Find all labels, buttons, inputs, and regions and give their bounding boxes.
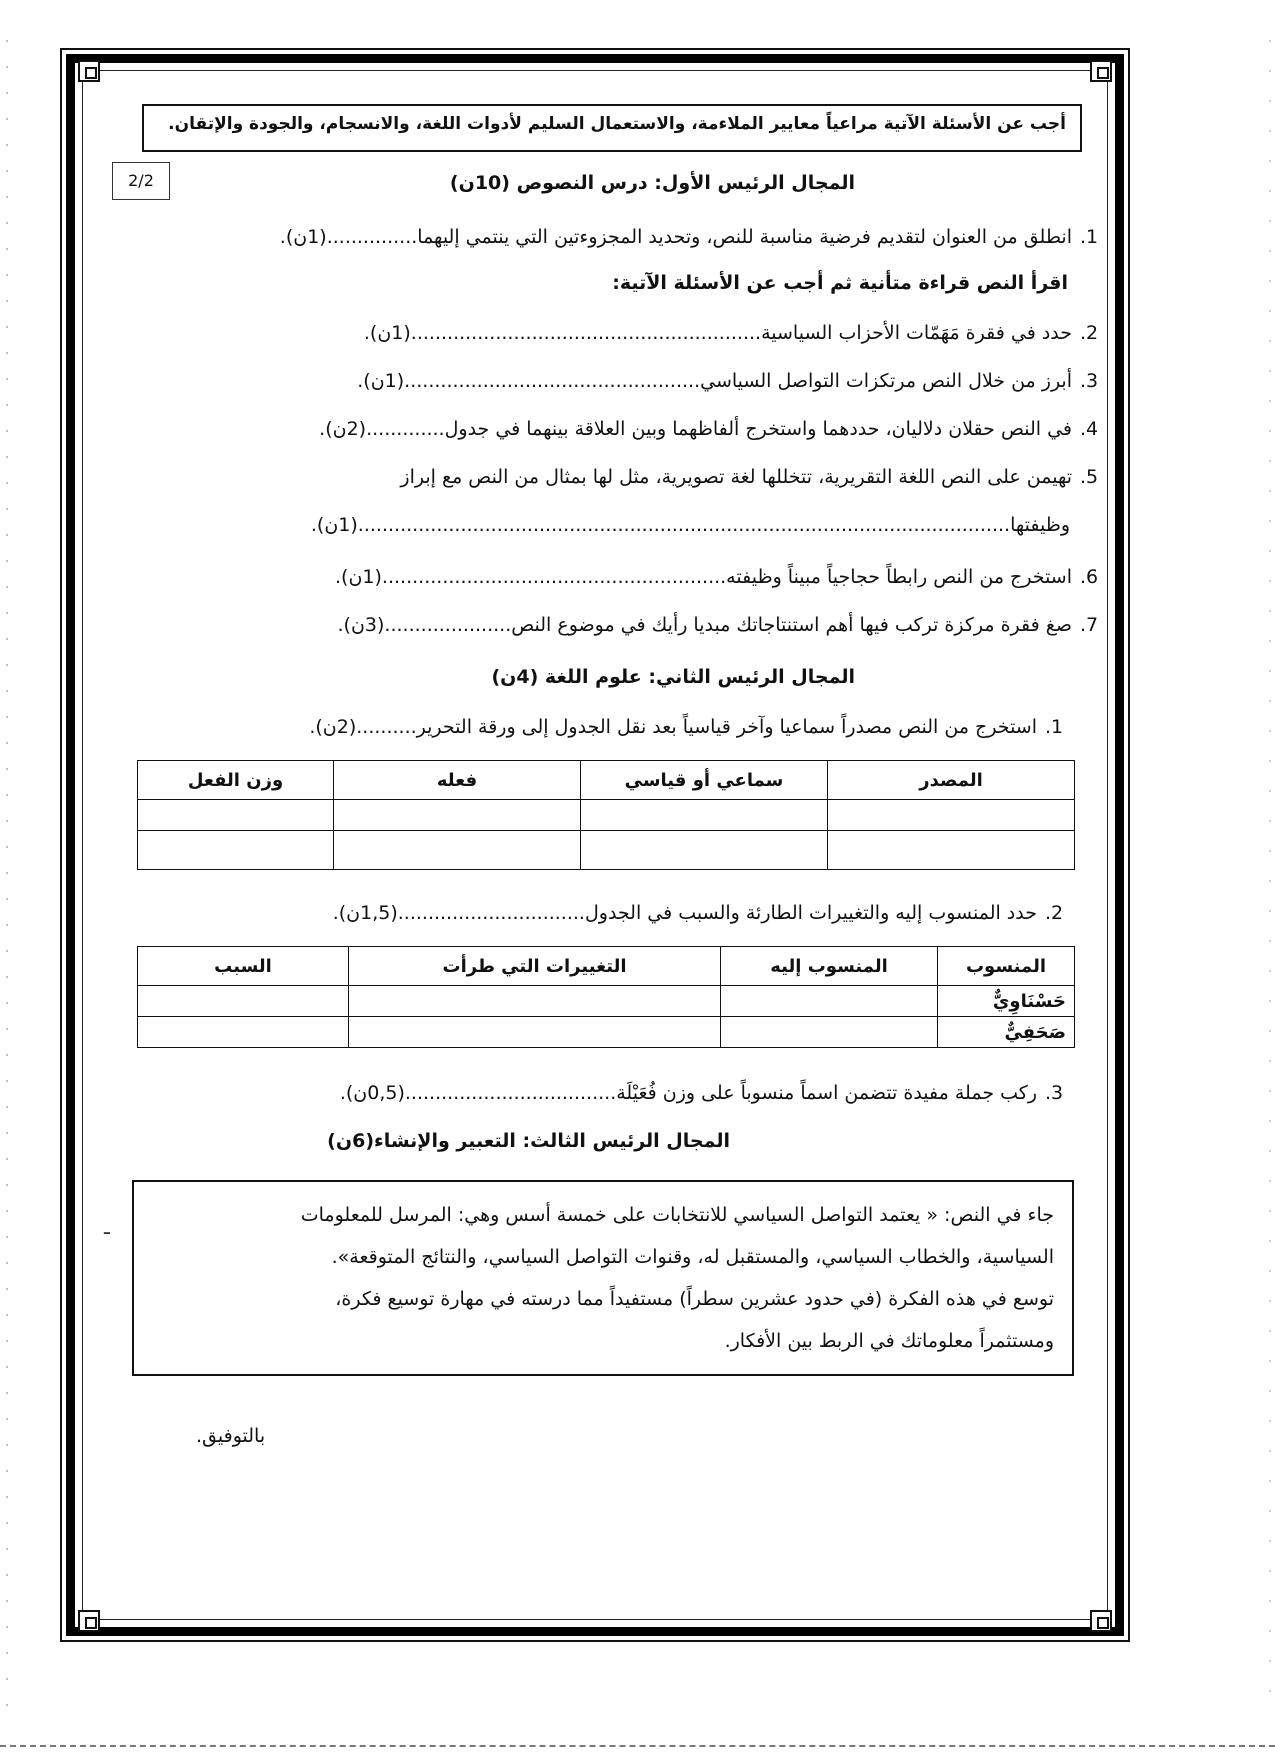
table-header-row: [138, 947, 1075, 986]
question-1-7: [338, 614, 1111, 636]
table-row: [138, 986, 1075, 1017]
frame-corner-ornament: [78, 1610, 100, 1632]
margin-mark: ـ: [104, 1215, 110, 1239]
table-cell: صَحَفِيٌّ: [938, 1017, 1075, 1048]
question-2-1: [309, 716, 1075, 738]
quote-line: السياسية، والخطاب السياسي، والمستقبل له، وقنوات التواصل السياسي، والنتائج المتوقعة».: [331, 1246, 1054, 1268]
question-text: استخرج من النص مصدراً سماعيا وآخر قياسياً بعد نقل الجدول إلى ورقة التحرير..........(2ن).: [309, 716, 1037, 738]
essay-prompt-box: [132, 1180, 1074, 1376]
table-cell: [721, 1017, 938, 1048]
table-header: المصدر: [828, 761, 1075, 800]
instructions-text: أجب عن الأسئلة الآتية مراعياً معايير الملاءمة، والاستعمال السليم لأدوات اللغة، والانسجام، والجودة والإتقان.: [168, 114, 1066, 134]
frame-corner-ornament: [78, 60, 100, 82]
question-number: 7.: [1080, 614, 1099, 636]
question-1-5: [400, 466, 1110, 488]
question-text: حدد المنسوب إليه والتغييرات الطارئة والسبب في الجدول...............................(1,5ن).: [332, 902, 1037, 924]
table-cell: [721, 986, 938, 1017]
question-text: استخرج من النص رابطاً حجاجياً مبيناً وظيفته.........................................................(1ن).: [335, 566, 1072, 588]
question-1-2: [364, 322, 1110, 344]
question-2-2: [333, 902, 1075, 924]
section3-title: المجال الرئيس الثالث: التعبير والإنشاء(6ن): [327, 1130, 730, 1152]
table-row: [138, 1017, 1075, 1048]
table-cell: [138, 800, 334, 831]
question-number: 3.: [1080, 370, 1099, 392]
table-header: سماعي أو قياسي: [581, 761, 828, 800]
table-row: [138, 800, 1075, 831]
question-text: تهيمن على النص اللغة التقريرية، تتخللها لغة تصويرية، مثل لها بمثال من النص مع إبراز: [400, 466, 1072, 488]
task-line: ومستثمراً معلوماتك في الربط بين الأفكار.: [724, 1330, 1054, 1352]
page-number: 2/2: [112, 162, 170, 200]
question-1-3: [357, 370, 1110, 392]
table-cell: [349, 1017, 721, 1048]
scan-bottom-line: [0, 1745, 1275, 1747]
question-text: ركب جملة مفيدة تتضمن اسماً منسوباً على وزن فُعَيْلَة...................................(0,5ن).: [339, 1082, 1037, 1104]
table-header: المنسوب: [938, 947, 1075, 986]
table-header-row: [138, 761, 1075, 800]
question-text: وظيفتها............................................................................................................(1ن).: [310, 514, 1070, 536]
table-header: المنسوب إليه: [721, 947, 938, 986]
table-row: [138, 831, 1075, 870]
question-text: انطلق من العنوان لتقديم فرضية مناسبة للنص، وتحديد المجزوءتين التي ينتمي إليهما...............(1ن).: [279, 226, 1072, 248]
question-1-5-continued: [311, 514, 1070, 536]
question-number: 3.: [1045, 1082, 1064, 1104]
nisba-table: [137, 946, 1075, 1048]
frame-corner-ornament: [1090, 60, 1112, 82]
table-cell: حَسْنَاوِيٌّ: [938, 986, 1075, 1017]
question-number: 2.: [1045, 902, 1064, 924]
table-header: فعله: [334, 761, 581, 800]
frame-corner-ornament: [1090, 1610, 1112, 1632]
scan-edge-left: [6, 40, 8, 1720]
table-cell: [334, 831, 581, 870]
question-2-3: [340, 1082, 1075, 1104]
table-cell: [138, 831, 334, 870]
question-1-1: [280, 226, 1110, 248]
table-cell: [828, 800, 1075, 831]
question-number: 4.: [1080, 418, 1099, 440]
question-text: أبرز من خلال النص مرتكزات التواصل السياسي.................................................(1ن).: [357, 370, 1072, 392]
table-header: التغييرات التي طرأت: [349, 947, 721, 986]
table-cell: [138, 1017, 349, 1048]
question-number: 5.: [1080, 466, 1099, 488]
question-text: في النص حقلان دلاليان، حددهما واستخرج ألفاظهما وبين العلاقة بينهما في جدول.............(2ن).: [319, 418, 1072, 440]
table-header: وزن الفعل: [138, 761, 334, 800]
question-number: 6.: [1080, 566, 1099, 588]
table-cell: [334, 800, 581, 831]
question-number: 1.: [1045, 716, 1064, 738]
masdar-table: [137, 760, 1075, 870]
scan-edge-right: [1269, 40, 1271, 1720]
table-header: السبب: [138, 947, 349, 986]
table-cell: [581, 831, 828, 870]
table-cell: [138, 986, 349, 1017]
table-cell: [581, 800, 828, 831]
question-text: صغ فقرة مركزة تركب فيها أهم استنتاجاتك مبديا رأيك في موضوع النص.....................(3ن).: [337, 614, 1072, 636]
question-1-4: [319, 418, 1110, 440]
question-number: 2.: [1080, 322, 1099, 344]
question-number: 1.: [1080, 226, 1099, 248]
table-cell: [349, 986, 721, 1017]
closing-wish: بالتوفيق.: [196, 1425, 266, 1447]
section1-title: المجال الرئيس الأول: درس النصوص (10ن): [449, 172, 855, 194]
section2-title: المجال الرئيس الثاني: علوم اللغة (4ن): [491, 666, 855, 688]
reading-instruction: اقرأ النص قراءة متأنية ثم أجب عن الأسئلة الآتية:: [612, 272, 1068, 294]
quote-line: جاء في النص: « يعتمد التواصل السياسي للانتخابات على خمسة أسس وهي: المرسل للمعلومات: [300, 1204, 1054, 1226]
table-cell: [828, 831, 1075, 870]
task-line: توسع في هذه الفكرة (في حدود عشرين سطراً) مستفيداً مما درسته في مهارة توسيع فكرة،: [335, 1288, 1054, 1310]
instructions-box: [142, 104, 1082, 152]
question-1-6: [335, 566, 1110, 588]
question-text: حدد في فقرة مَهَمّات الأحزاب السياسية..........................................................(1ن).: [363, 322, 1072, 344]
